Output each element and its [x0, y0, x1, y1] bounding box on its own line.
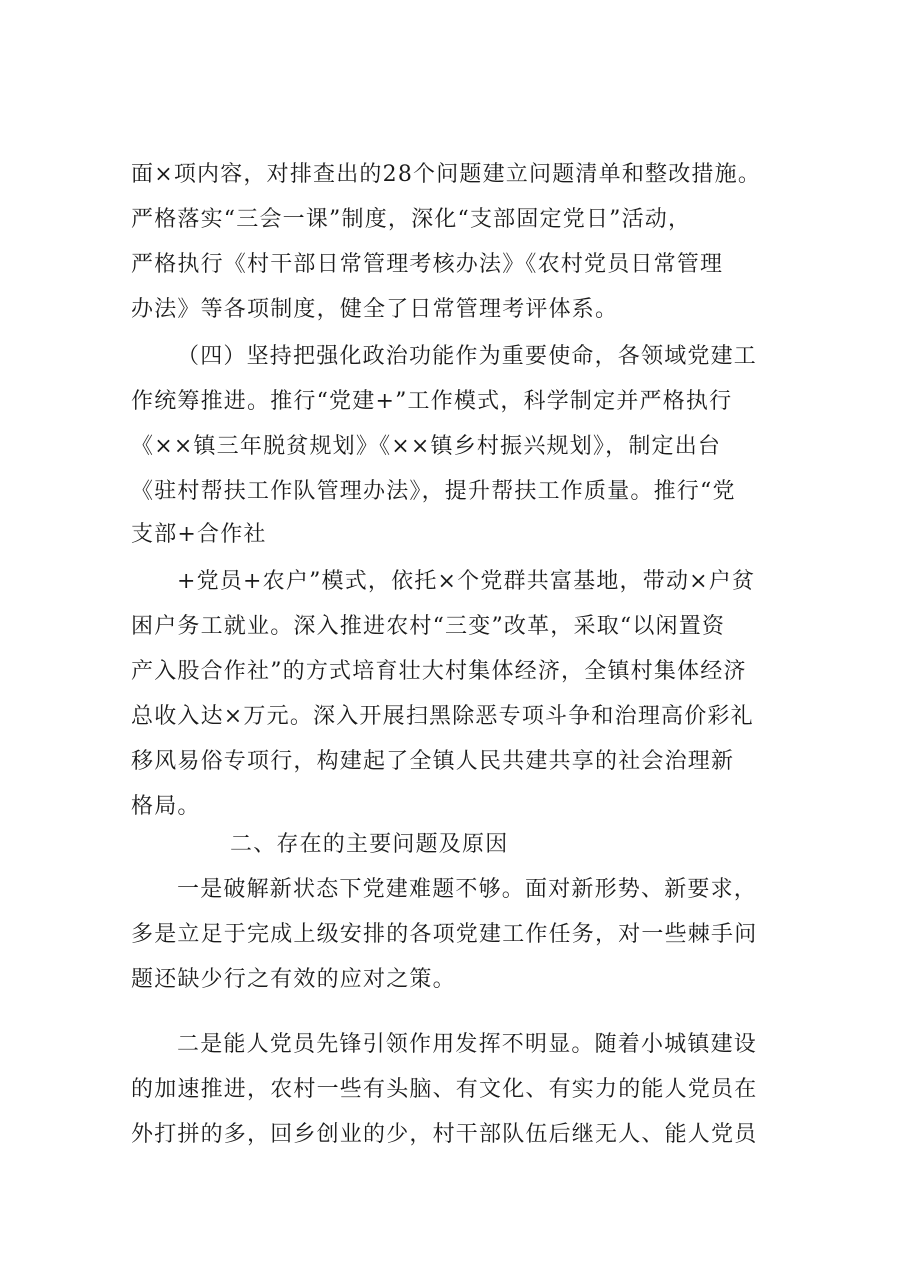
text-line: 面×项内容，对排查出的28个问题建立问题清单和整改措施。 [131, 162, 762, 187]
text-line: 严格落实“三会一课”制度，深化“支部固定党日”活动， [131, 207, 692, 232]
section-heading: 二、存在的主要问题及原因 [230, 832, 509, 857]
text-line: 多是立足于完成上级安排的各项党建工作任务，对一些棘手问 [131, 922, 758, 947]
text-line: 严格执行《村干部日常管理考核办法》《农村党员日常管理 [131, 252, 724, 277]
paragraph-start-line: +党员+农户”模式，依托×个党群共富基地，带动×户贫 [177, 569, 756, 594]
text-line: 外打拼的多，回乡创业的少，村干部队伍后继无人、能人党员 [131, 1122, 758, 1147]
text-line: 总收入达×万元。深入开展扫黑除恶专项斗争和治理高价彩礼 [131, 704, 754, 729]
text-line: 格局。 [131, 794, 201, 819]
text-line: 困户务工就业。深入推进农村“三变”改革，采取“以闲置资 [131, 614, 726, 639]
text-line: 的加速推进，农村一些有头脑、有文化、有实力的能人党员在 [131, 1077, 758, 1102]
text-line: 题还缺少行之有效的应对之策。 [131, 967, 456, 992]
text-line: 支部+合作社 [131, 522, 267, 547]
paragraph-start-line: 一是破解新状态下党建难题不够。面对新形势、新要求， [177, 877, 758, 902]
text-line: 作统筹推进。推行“党建+”工作模式，科学制定并严格执行 [131, 389, 733, 414]
text-line: 办法》等各项制度，健全了日常管理考评体系。 [131, 297, 619, 322]
paragraph-start-line: 二是能人党员先锋引领作用发挥不明显。随着小城镇建设 [177, 1032, 758, 1057]
text-line: 移风易俗专项行，构建起了全镇人民共建共享的社会治理新 [131, 749, 735, 774]
text-line: 《××镇三年脱贫规划》《××镇乡村振兴规划》，制定出台 [131, 434, 722, 459]
text-line: 产入股合作社”的方式培育壮大村集体经济，全镇村集体经济 [131, 659, 747, 684]
paragraph-start-line: （四）坚持把强化政治功能作为重要使命，各领域党建工 [177, 344, 758, 369]
text-line: 《驻村帮扶工作队管理办法》，提升帮扶工作质量。推行“党 [131, 479, 736, 504]
